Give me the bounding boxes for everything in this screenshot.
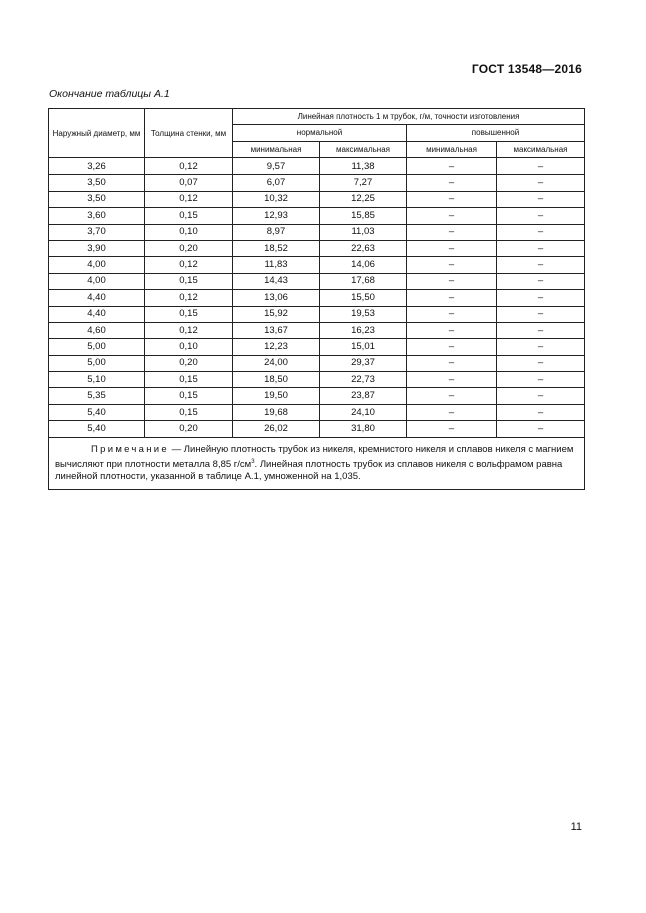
- wall-thickness-cell: 0,07: [145, 175, 233, 191]
- table-row: [49, 372, 585, 388]
- normal-min-cell: 18,52: [233, 240, 320, 256]
- normal-max-cell: 29,37: [320, 355, 407, 371]
- normal-max-cell: 11,03: [320, 224, 407, 240]
- normal-min-cell: 15,92: [233, 306, 320, 322]
- normal-max-cell: 19,53: [320, 306, 407, 322]
- table-row: [49, 158, 585, 175]
- table-row: [49, 388, 585, 404]
- increased-max-cell: –: [497, 240, 585, 256]
- header-outer-diameter: Наружный диаметр, мм: [49, 109, 145, 158]
- outer-diameter-cell: 3,26: [49, 158, 145, 175]
- normal-max-cell: 22,73: [320, 372, 407, 388]
- standard-number: ГОСТ 13548—2016: [471, 62, 582, 76]
- table-body: [49, 158, 585, 438]
- wall-thickness-cell: 0,20: [145, 355, 233, 371]
- increased-max-cell: –: [497, 273, 585, 289]
- table-row: [49, 208, 585, 224]
- normal-min-cell: 26,02: [233, 421, 320, 437]
- wall-thickness-cell: 0,12: [145, 191, 233, 207]
- increased-min-cell: –: [407, 355, 497, 371]
- header-normal-max: максимальная: [320, 141, 407, 157]
- wall-thickness-cell: 0,12: [145, 257, 233, 273]
- wall-thickness-cell: 0,15: [145, 306, 233, 322]
- wall-thickness-cell: 0,10: [145, 339, 233, 355]
- normal-min-cell: 13,06: [233, 290, 320, 306]
- wall-thickness-cell: 0,15: [145, 388, 233, 404]
- normal-min-cell: 18,50: [233, 372, 320, 388]
- increased-min-cell: –: [407, 257, 497, 273]
- outer-diameter-cell: 3,60: [49, 208, 145, 224]
- normal-max-cell: 15,85: [320, 208, 407, 224]
- outer-diameter-cell: 4,40: [49, 290, 145, 306]
- table-row: [49, 306, 585, 322]
- note-label: Примечание: [91, 443, 169, 455]
- normal-max-cell: 15,01: [320, 339, 407, 355]
- header-linear-density: Линейная плотность 1 м трубок, г/м, точности изготовления: [233, 109, 585, 125]
- normal-max-cell: 22,63: [320, 240, 407, 256]
- increased-max-cell: –: [497, 404, 585, 420]
- wall-thickness-cell: 0,12: [145, 322, 233, 338]
- header-wall-thickness: Толщина стенки, мм: [145, 109, 233, 158]
- table-row: [49, 322, 585, 338]
- normal-max-cell: 12,25: [320, 191, 407, 207]
- outer-diameter-cell: 4,40: [49, 306, 145, 322]
- wall-thickness-cell: 0,15: [145, 208, 233, 224]
- header-increased-min: минимальная: [407, 141, 497, 157]
- linear-density-table: [48, 108, 585, 490]
- increased-max-cell: –: [497, 257, 585, 273]
- increased-min-cell: –: [407, 158, 497, 175]
- outer-diameter-cell: 5,00: [49, 355, 145, 371]
- normal-min-cell: 13,67: [233, 322, 320, 338]
- increased-min-cell: –: [407, 224, 497, 240]
- outer-diameter-cell: 5,10: [49, 372, 145, 388]
- normal-min-cell: 8,97: [233, 224, 320, 240]
- normal-min-cell: 19,68: [233, 404, 320, 420]
- normal-max-cell: 24,10: [320, 404, 407, 420]
- table-row: [49, 191, 585, 207]
- increased-min-cell: –: [407, 421, 497, 437]
- header-normal-accuracy: нормальной: [233, 125, 407, 141]
- outer-diameter-cell: 5,40: [49, 421, 145, 437]
- table-caption: Окончание таблицы А.1: [49, 88, 170, 100]
- increased-min-cell: –: [407, 339, 497, 355]
- table-row: [49, 273, 585, 289]
- table-row: [49, 290, 585, 306]
- outer-diameter-cell: 5,00: [49, 339, 145, 355]
- increased-max-cell: –: [497, 306, 585, 322]
- increased-max-cell: –: [497, 175, 585, 191]
- normal-max-cell: 16,23: [320, 322, 407, 338]
- increased-max-cell: –: [497, 355, 585, 371]
- outer-diameter-cell: 5,40: [49, 404, 145, 420]
- table-row: [49, 339, 585, 355]
- increased-min-cell: –: [407, 290, 497, 306]
- note-text-part1: — Линейную плотность трубок из никеля, кремнистого никеля и сплавов никеля с магнием вычисляют при плотности металла 8,85 г/см: [55, 443, 574, 470]
- wall-thickness-cell: 0,12: [145, 158, 233, 175]
- note-superscript: 3: [251, 458, 255, 465]
- increased-min-cell: –: [407, 273, 497, 289]
- header-increased-max: максимальная: [497, 141, 585, 157]
- normal-min-cell: 12,23: [233, 339, 320, 355]
- normal-max-cell: 7,27: [320, 175, 407, 191]
- normal-min-cell: 12,93: [233, 208, 320, 224]
- outer-diameter-cell: 3,90: [49, 240, 145, 256]
- table-note: [49, 437, 585, 489]
- normal-min-cell: 11,83: [233, 257, 320, 273]
- increased-max-cell: –: [497, 339, 585, 355]
- normal-max-cell: 15,50: [320, 290, 407, 306]
- wall-thickness-cell: 0,15: [145, 273, 233, 289]
- header-increased-accuracy: повышенной: [407, 125, 585, 141]
- normal-max-cell: 17,68: [320, 273, 407, 289]
- outer-diameter-cell: 5,35: [49, 388, 145, 404]
- normal-min-cell: 14,43: [233, 273, 320, 289]
- table-row: [49, 421, 585, 437]
- normal-max-cell: 31,80: [320, 421, 407, 437]
- normal-min-cell: 10,32: [233, 191, 320, 207]
- increased-min-cell: –: [407, 372, 497, 388]
- outer-diameter-cell: 3,70: [49, 224, 145, 240]
- increased-min-cell: –: [407, 208, 497, 224]
- note-text-part2: . Линейная плотность трубок из сплавов никеля с вольфрамом равна линейной плотности, указанной в таблице А.1, умноженной на 1,035.: [55, 458, 563, 482]
- wall-thickness-cell: 0,12: [145, 290, 233, 306]
- outer-diameter-cell: 4,60: [49, 322, 145, 338]
- outer-diameter-cell: 3,50: [49, 191, 145, 207]
- table-row: [49, 355, 585, 371]
- outer-diameter-cell: 3,50: [49, 175, 145, 191]
- increased-min-cell: –: [407, 404, 497, 420]
- increased-min-cell: –: [407, 388, 497, 404]
- table-row: [49, 175, 585, 191]
- increased-max-cell: –: [497, 388, 585, 404]
- increased-min-cell: –: [407, 306, 497, 322]
- table-row: [49, 257, 585, 273]
- normal-min-cell: 24,00: [233, 355, 320, 371]
- wall-thickness-cell: 0,20: [145, 421, 233, 437]
- table-row: [49, 224, 585, 240]
- page-number: 11: [570, 821, 582, 833]
- increased-max-cell: –: [497, 421, 585, 437]
- wall-thickness-cell: 0,15: [145, 404, 233, 420]
- normal-min-cell: 6,07: [233, 175, 320, 191]
- header-normal-min: минимальная: [233, 141, 320, 157]
- wall-thickness-cell: 0,15: [145, 372, 233, 388]
- increased-max-cell: –: [497, 208, 585, 224]
- table-row: [49, 240, 585, 256]
- normal-max-cell: 23,87: [320, 388, 407, 404]
- normal-max-cell: 11,38: [320, 158, 407, 175]
- increased-max-cell: –: [497, 158, 585, 175]
- normal-max-cell: 14,06: [320, 257, 407, 273]
- increased-max-cell: –: [497, 372, 585, 388]
- wall-thickness-cell: 0,10: [145, 224, 233, 240]
- increased-min-cell: –: [407, 322, 497, 338]
- table-row: [49, 404, 585, 420]
- increased-min-cell: –: [407, 175, 497, 191]
- increased-max-cell: –: [497, 191, 585, 207]
- normal-min-cell: 9,57: [233, 158, 320, 175]
- wall-thickness-cell: 0,20: [145, 240, 233, 256]
- outer-diameter-cell: 4,00: [49, 257, 145, 273]
- increased-min-cell: –: [407, 191, 497, 207]
- outer-diameter-cell: 4,00: [49, 273, 145, 289]
- increased-max-cell: –: [497, 224, 585, 240]
- normal-min-cell: 19,50: [233, 388, 320, 404]
- increased-max-cell: –: [497, 322, 585, 338]
- increased-max-cell: –: [497, 290, 585, 306]
- increased-min-cell: –: [407, 240, 497, 256]
